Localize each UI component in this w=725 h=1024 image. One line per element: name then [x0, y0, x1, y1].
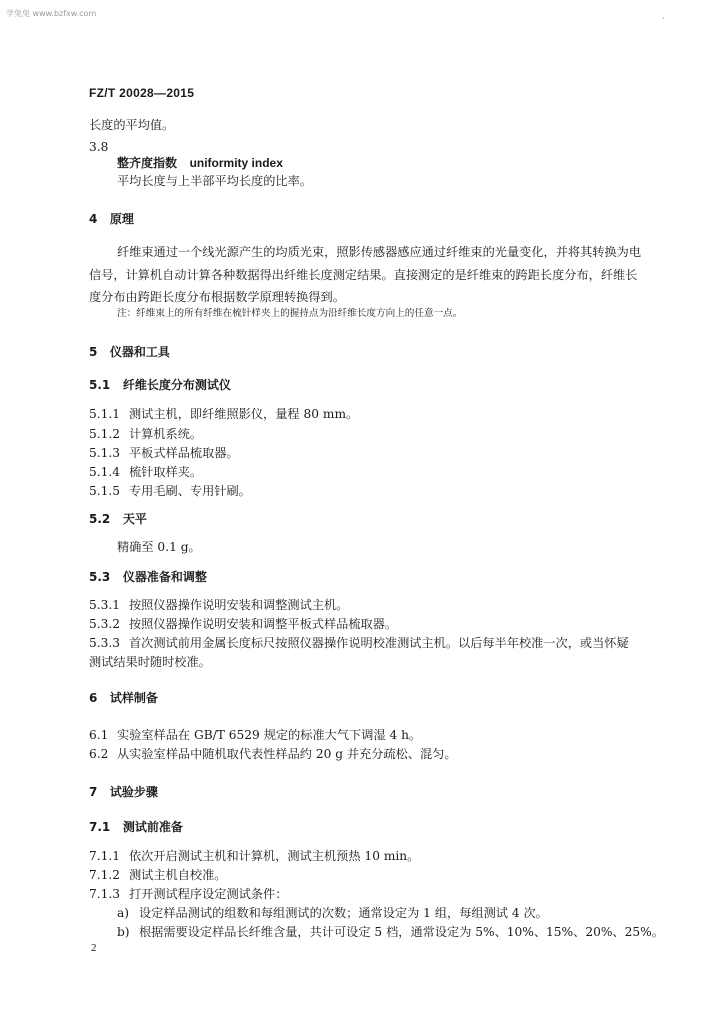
- text-line: 长度的平均值。: [89, 118, 175, 132]
- term-en: uniformity index: [189, 156, 283, 170]
- list-marker: b): [117, 925, 130, 939]
- section-number: 4: [89, 212, 98, 226]
- list-marker: a): [117, 906, 130, 920]
- list-item-a: [117, 906, 548, 920]
- section-7-1-heading: [89, 820, 183, 834]
- clause-6-2: [89, 747, 457, 761]
- section-title: 仪器和工具: [109, 345, 170, 359]
- clause-text: 计算机系统。: [129, 427, 203, 441]
- clause-number: 5.1.3: [89, 446, 121, 460]
- clause-number: 3.8: [89, 140, 109, 154]
- clause-number: 5.1.4: [89, 465, 121, 479]
- section-number: 5.1: [89, 378, 111, 392]
- clause-text: 从实验室样品中随机取代表性样品约 20 g 并充分疏松、混匀。: [117, 747, 457, 761]
- clause-text: 依次开启测试主机和计算机，测试主机预热 10 min。: [129, 849, 420, 863]
- section-number: 5.3: [89, 570, 111, 584]
- section-title: 天平: [122, 512, 147, 526]
- section-title: 试样制备: [109, 691, 158, 705]
- section-title: 仪器准备和调整: [122, 570, 207, 584]
- section-5-1-heading: [89, 378, 231, 392]
- clause-5-1-4: [89, 465, 202, 479]
- note-text: 注：纤维束上的所有纤维在梳针样夹上的握持点为沿纤维长度方向上的任意一点。: [117, 308, 463, 319]
- document-header: FZ/T 20028—2015: [89, 86, 195, 100]
- clause-5-3-3: [89, 636, 629, 650]
- clause-number: 7.1.3: [89, 887, 121, 901]
- term-zh: 整齐度指数: [117, 156, 178, 170]
- corner-mark: ·: [662, 14, 665, 23]
- clause-number: 5.3.2: [89, 617, 121, 631]
- section-number: 5: [89, 345, 98, 359]
- list-item-b: [117, 925, 664, 939]
- clause-text: 精确至 0.1 g。: [117, 540, 201, 554]
- clause-number: 6.2: [89, 747, 109, 761]
- clause-5-3-1: [89, 598, 348, 612]
- section-number: 7: [89, 785, 98, 799]
- clause-text-continued: 测试结果时随时校准。: [89, 655, 211, 669]
- clause-5-1-3: [89, 446, 239, 460]
- section-6-heading: [89, 691, 158, 705]
- clause-text: 测试主机自校准。: [129, 868, 227, 882]
- clause-text: 按照仪器操作说明安装和调整测试主机。: [129, 598, 349, 612]
- list-text: 设定样品测试的组数和每组测试的次数；通常设定为 1 组，每组测试 4 次。: [139, 906, 548, 920]
- clause-number: 5.1.1: [89, 407, 121, 421]
- section-title: 纤维长度分布测试仪: [122, 378, 231, 392]
- clause-text: 平板式样品梳取器。: [129, 446, 239, 460]
- paragraph-line: 度分布由跨距长度分布根据数学原理转换得到。: [89, 290, 345, 304]
- clause-5-3-2: [89, 617, 397, 631]
- section-number: 5.2: [89, 512, 111, 526]
- clause-number: 7.1.1: [89, 849, 121, 863]
- section-title: 原理: [109, 212, 134, 226]
- section-5-3-heading: [89, 570, 207, 584]
- clause-text: 测试主机，即纤维照影仪，量程 80 mm。: [129, 407, 359, 421]
- paragraph-line: 信号，计算机自动计算各种数据得出纤维长度测定结果。直接测定的是纤维束的跨距长度分布，纤维长: [89, 268, 638, 282]
- term-heading: [117, 156, 283, 170]
- definition-text: 平均长度与上半部平均长度的比率。: [117, 174, 312, 188]
- clause-number: 6.1: [89, 728, 109, 742]
- clause-number: 5.3.1: [89, 598, 121, 612]
- clause-6-1: [89, 728, 421, 742]
- clause-text: 打开测试程序设定测试条件：: [129, 887, 288, 901]
- section-4-heading: [89, 212, 134, 226]
- section-title: 试验步骤: [109, 785, 158, 799]
- clause-7-1-3: [89, 887, 287, 901]
- clause-text: 实验室样品在 GB/T 6529 规定的标准大气下调湿 4 h。: [117, 728, 422, 742]
- section-number: 7.1: [89, 820, 111, 834]
- clause-7-1-2: [89, 868, 227, 882]
- section-5-heading: [89, 345, 170, 359]
- section-5-2-heading: [89, 512, 147, 526]
- section-title: 测试前准备: [122, 820, 183, 834]
- clause-5-1-1: [89, 407, 358, 421]
- clause-7-1-1: [89, 849, 419, 863]
- paragraph-line: 纤维束通过一个线光源产生的均质光束，照影传感器感应通过纤维束的光量变化，并将其转换为电: [117, 245, 642, 259]
- clause-number: 5.1.2: [89, 427, 121, 441]
- list-text: 根据需要设定样品长纤维含量，共计可设定 5 档，通常设定为 5%、10%、15%、20%、25%。: [139, 925, 664, 939]
- clause-text: 专用毛刷、专用针刷。: [129, 484, 251, 498]
- clause-text: 首次测试前用金属长度标尺按照仪器操作说明校准测试主机。以后每半年校准一次，或当怀疑: [129, 636, 629, 650]
- watermark: 学兔兔 www.bzfxw.com: [6, 9, 97, 18]
- clause-5-1-5: [89, 484, 251, 498]
- clause-text: 梳针取样夹。: [129, 465, 203, 479]
- section-7-heading: [89, 785, 158, 799]
- clause-text: 按照仪器操作说明安装和调整平板式样品梳取器。: [129, 617, 398, 631]
- clause-5-1-2: [89, 427, 202, 441]
- page-number: 2: [91, 942, 97, 954]
- clause-number: 7.1.2: [89, 868, 121, 882]
- clause-number: 5.3.3: [89, 636, 121, 650]
- clause-number: 5.1.5: [89, 484, 121, 498]
- section-number: 6: [89, 691, 98, 705]
